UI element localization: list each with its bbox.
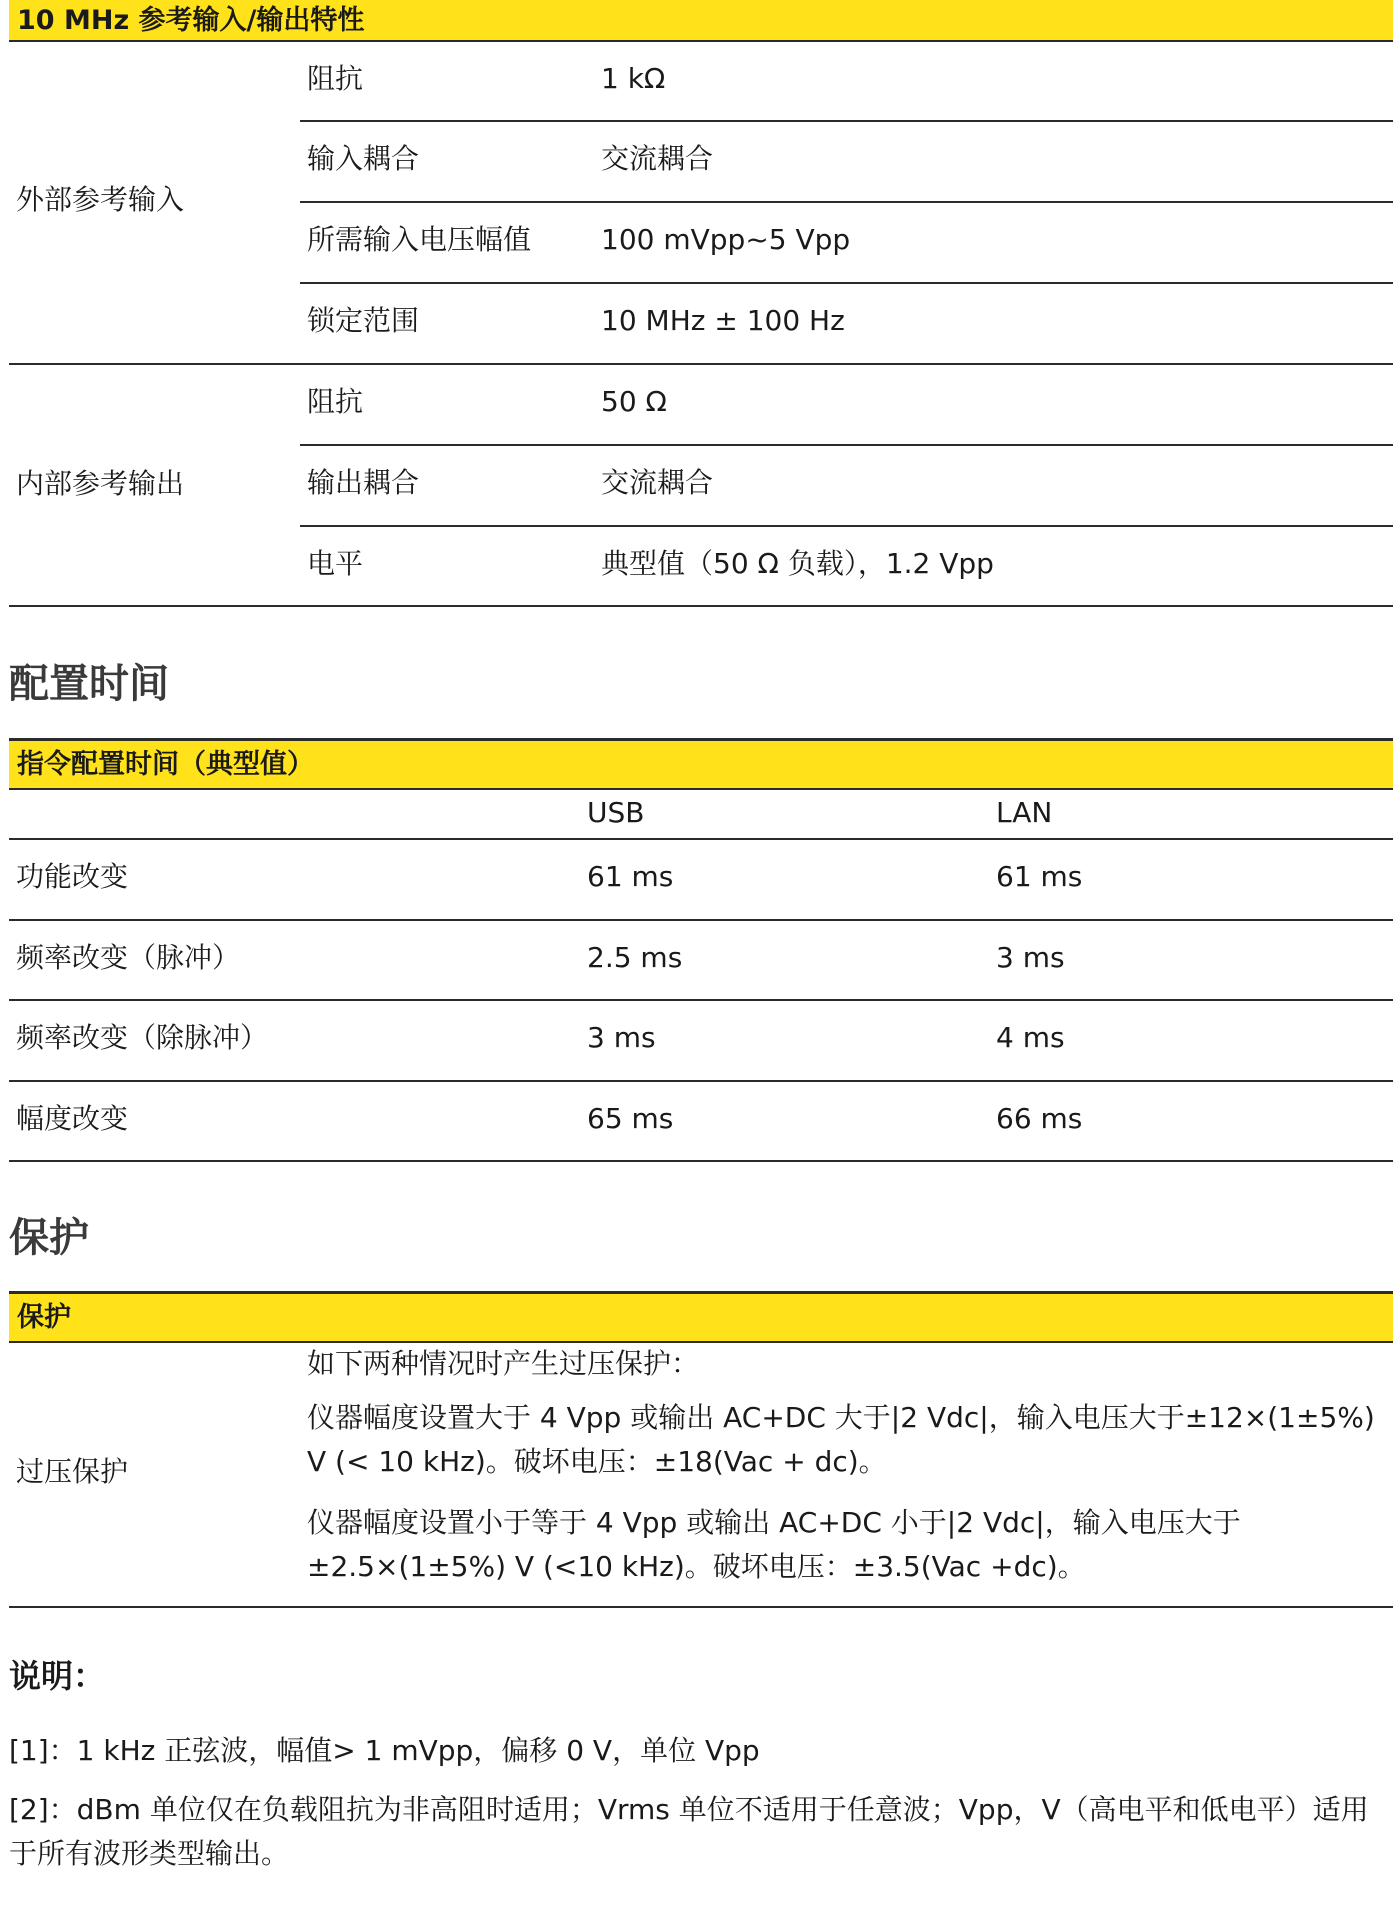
- row-divider: [9, 1080, 1393, 1082]
- note-1: [1]：1 kHz 正弦波，幅值> 1 mVpp，偏移 0 V，单位 Vpp: [9, 1734, 760, 1767]
- col-header-lan: LAN: [996, 796, 1053, 829]
- config-usb-value: 61 ms: [587, 860, 674, 893]
- config-usb-value: 65 ms: [587, 1102, 674, 1135]
- value-cell: 1 kΩ: [601, 62, 666, 95]
- config-lan-value: 3 ms: [996, 941, 1065, 974]
- row-divider: [9, 919, 1393, 921]
- notes-heading: 说明：: [9, 1657, 106, 1695]
- protection-heading: 保护: [9, 1215, 89, 1261]
- config-table-title-text: 指令配置时间（典型值）: [17, 749, 314, 780]
- config-usb-value: 3 ms: [587, 1021, 656, 1054]
- value-cell: 交流耦合: [601, 142, 714, 175]
- col-header-usb: USB: [587, 796, 645, 829]
- value-cell: 交流耦合: [601, 466, 714, 499]
- value-cell: 10 MHz ± 100 Hz: [601, 304, 845, 337]
- value-cell: 100 mVpp~5 Vpp: [601, 223, 851, 256]
- config-table-title: [9, 738, 1393, 790]
- row-divider: [300, 201, 1393, 203]
- int-output-label: 内部参考输出: [16, 467, 185, 500]
- protection-table-title-text: 保护: [17, 1302, 71, 1333]
- protection-item-1: 仪器幅度设置大于 4 Vpp 或输出 AC+DC 大于|2 Vdc|，输入电压大于±12×(1±5%) V (< 10 kHz)。破坏电压：±18(Vac + dc)。: [307, 1401, 1375, 1478]
- param-cell: 电平: [307, 547, 364, 580]
- ref-section-title-text: 10 MHz 参考输入/输出特性: [17, 4, 365, 36]
- table-bottom-rule: [9, 1606, 1393, 1608]
- param-cell: 输出耦合: [307, 466, 420, 499]
- protection-table-title: [9, 1291, 1393, 1343]
- config-lan-value: 66 ms: [996, 1102, 1083, 1135]
- config-row-label: 功能改变: [16, 860, 129, 893]
- ext-input-label: 外部参考输入: [16, 183, 185, 216]
- table-bottom-rule: [9, 605, 1393, 607]
- param-cell: 阻抗: [307, 385, 364, 418]
- value-cell: 50 Ω: [601, 385, 667, 418]
- protection-intro: 如下两种情况时产生过压保护：: [307, 1347, 700, 1380]
- param-cell: 输入耦合: [307, 142, 420, 175]
- row-divider: [300, 444, 1393, 446]
- row-divider: [300, 525, 1393, 527]
- param-cell: 阻抗: [307, 62, 364, 95]
- param-cell: 锁定范围: [307, 304, 420, 337]
- row-divider: [300, 282, 1393, 284]
- config-row-label: 频率改变（除脉冲）: [16, 1021, 269, 1054]
- note-2: [2]：dBm 单位仅在负载阻抗为非高阻时适用；Vrms 单位不适用于任意波；Vpp，V（高电平和低电平）适用于所有波形类型输出。: [9, 1793, 1369, 1870]
- config-usb-value: 2.5 ms: [587, 941, 683, 974]
- header-divider: [9, 838, 1393, 840]
- config-row-label: 频率改变（脉冲）: [16, 941, 241, 974]
- row-divider: [9, 999, 1393, 1001]
- param-cell: 所需输入电压幅值: [307, 223, 532, 256]
- overvoltage-label: 过压保护: [16, 1455, 129, 1488]
- config-lan-value: 4 ms: [996, 1021, 1065, 1054]
- row-divider: [300, 120, 1393, 122]
- value-cell: 典型值（50 Ω 负载），1.2 Vpp: [601, 547, 994, 580]
- ref-section-title: [9, 0, 1393, 42]
- config-row-label: 幅度改变: [16, 1102, 129, 1135]
- group-divider: [9, 363, 1393, 365]
- config-lan-value: 61 ms: [996, 860, 1083, 893]
- protection-item-2: 仪器幅度设置小于等于 4 Vpp 或输出 AC+DC 小于|2 Vdc|，输入电压大于±2.5×(1±5%) V (<10 kHz)。破坏电压：±3.5(Vac +dc)。: [307, 1506, 1241, 1583]
- table-bottom-rule: [9, 1160, 1393, 1162]
- config-heading: 配置时间: [9, 661, 169, 707]
